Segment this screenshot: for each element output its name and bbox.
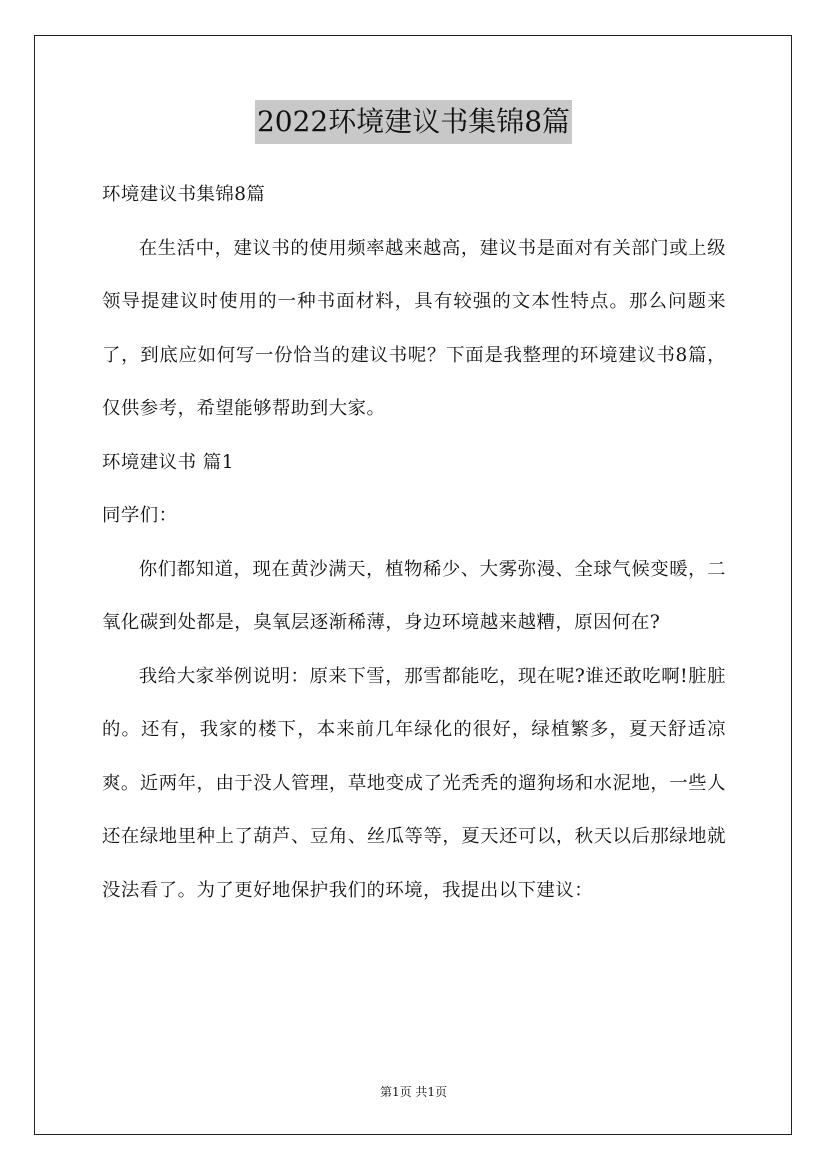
section-heading: 环境建议书 篇1 (102, 451, 234, 473)
document-title: 2022环境建议书集锦8篇 (255, 100, 572, 144)
intro-paragraph: 在生活中，建议书的使用频率越来越高，建议书是面对有关部门或上级领导提建议时使用的一种书面材料，具有较强的文本性特点。那么问题来了，到底应如何写一份恰当的建议书呢？下面是我整理的环境建议书8篇，仅供参考，希望能够帮助到大家。 (102, 237, 726, 419)
title-container (0, 100, 827, 144)
body-paragraph-2: 我给大家举例说明：原来下雪，那雪都能吃，现在呢?谁还敢吃啊!脏脏的。还有，我家的楼下，本来前几年绿化的很好，绿植繁多，夏天舒适凉爽。近两年，由于没人管理，草地变成了光秃秃的遛狗场和水泥地，一些人还在绿地里种上了葫芦、豆角、丝瓜等等，夏天还可以，秋天以后那绿地就没法看了。为了更好地保护我们的环境，我提出以下建议： (102, 665, 726, 901)
body-paragraph-1: 你们都知道，现在黄沙满天，植物稀少、大雾弥漫、全球气候变暖，二氧化碳到处都是，臭氧层逐渐稀薄，身边环境越来越糟，原因何在? (102, 558, 726, 633)
document-body (102, 168, 726, 917)
page-footer: 第1页 共1页 (379, 1085, 448, 1099)
document-subtitle: 环境建议书集锦8篇 (102, 184, 266, 205)
salutation: 同学们： (102, 505, 178, 526)
